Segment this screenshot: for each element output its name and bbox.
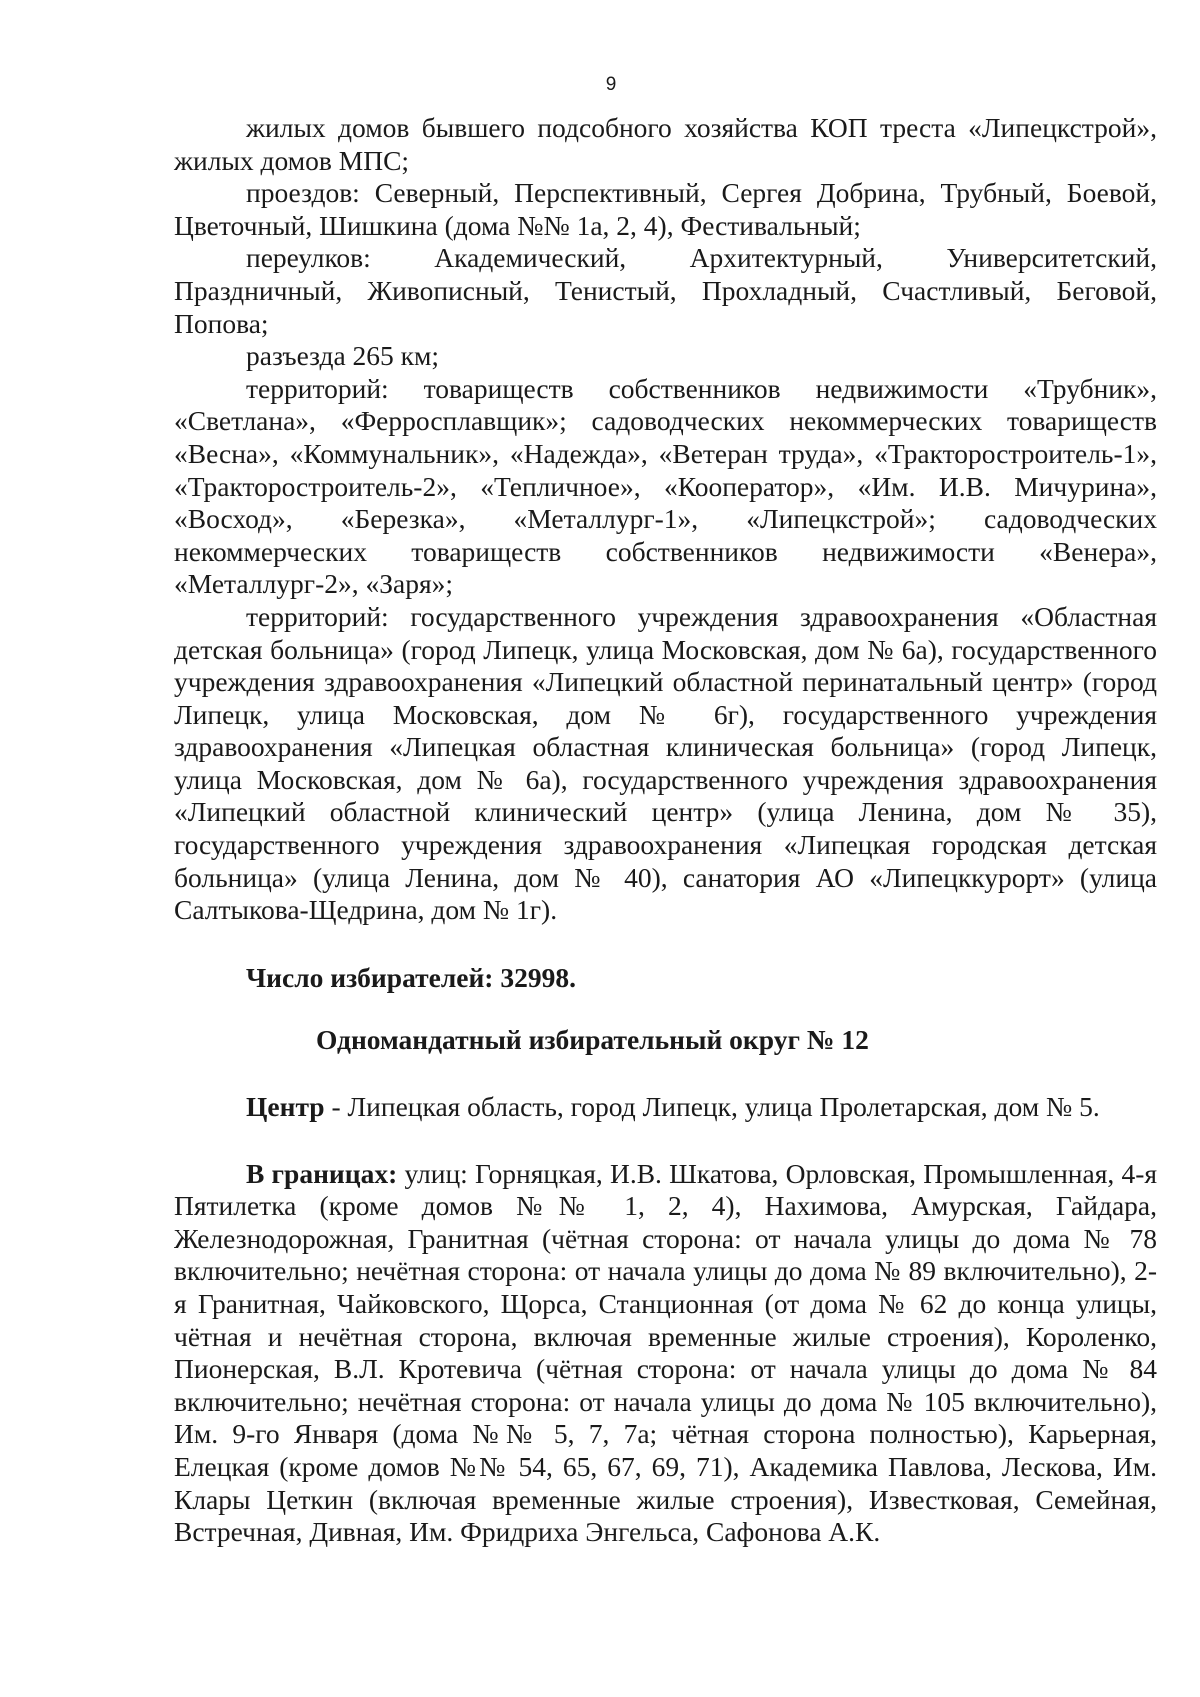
paragraph-territories-healthcare: территорий: государственного учреждения здравоохранения «Областная детская больница» (город Липецк, улица Московская, дом № 6а), государственного учреждения здравоохранения «Липецкий областной перинатальный центр» (город Липецк, улица Московская, дом № 6г), государственного учреждения здравоохранения «Липецкая областная клиническая больница» (город Липецк, улица Московская, дом № 6а), государственного учреждения здравоохранения «Липецкий областной клинический центр» (улица Ленина, дом № 35), государственного учреждения здравоохранения «Липецкая городская детская больница» (улица Ленина, дом № 40), санатория АО «Липецккурорт» (улица Салтыкова-Щедрина, дом № 1г).: [174, 600, 1157, 926]
paragraph-territories-gardening: территорий: товариществ собственников недвижимости «Трубник», «Светлана», «Ферросплавщик»; садоводческих некоммерческих товариществ «Весна», «Коммунальник», «Надежда», «Ветеран труда», «Тракторостроитель-1», «Тракторостроитель-2», «Тепличное», «Кооператор», «Им. И.В. Мичурина», «Восход», «Березка», «Металлург-1», «Липецкстрой»; садоводческих некоммерческих товариществ собственников недвижимости «Венера», «Металлург-2», «Заря»;: [174, 372, 1157, 600]
district-center: [174, 1091, 1157, 1124]
paragraph-passages: проездов: Северный, Перспективный, Сергея Добрина, Трубный, Боевой, Цветочный, Шишкина (дома №№ 1а, 2, 4), Фестивальный;: [174, 177, 1157, 241]
district-title: Одномандатный избирательный округ № 12: [316, 1024, 869, 1056]
paragraph-residential-houses: жилых домов бывшего подсобного хозяйства КОП треста «Липецкстрой», жилых домов МПС;: [174, 112, 1157, 176]
district-center-text: - Липецкая область, город Липецк, улица Пролетарская, дом № 5.: [324, 1091, 1100, 1123]
district-bounds-label: В границах:: [246, 1157, 398, 1189]
district-bounds: [174, 1158, 1157, 1549]
voter-count: Число избирателей: 32998.: [246, 961, 576, 993]
district-bounds-text: улиц: Горняцкая, И.В. Шкатова, Орловская, Промышленная, 4-я Пятилетка (кроме домов №№ 1, 2, 4), Нахимова, Амурская, Гайдара, Железнодорожная, Гранитная (чётная сторона: от начала улицы до дома № 78 включительно; нечётная сторона: от начала улицы до дома № 89 включительно), 2-я Гранитная, Чайковского, Щорса, Станционная (от дома № 62 до конца улицы, чётная и нечётная сторона, включая временные жилые строения), Короленко, Пионерская, В.Л. Кротевича (чётная сторона: от начала улицы до дома № 84 включительно; нечётная сторона: от начала улицы до дома № 105 включительно), Им. 9-го Января (дома №№ 5, 7, 7а; чётная сторона полностью), Карьерная, Елецкая (кроме домов №№ 54, 65, 67, 69, 71), Академика Павлова, Лескова, Им. Клары Цеткин (включая временные жилые строения), Известковая, Семейная, Встречная, Дивная, Им. Фридриха Энгельса, Сафонова А.К.: [174, 1157, 1157, 1548]
document-body: [174, 112, 1157, 1549]
district-center-label: Центр: [246, 1091, 325, 1123]
paragraph-lanes: переулков: Академический, Архитектурный, Университетский, Праздничный, Живописный, Тенистый, Прохладный, Счастливый, Беговой, Попова;: [174, 242, 1157, 339]
page-number: 9: [605, 74, 617, 95]
paragraph-siding: разъезда 265 км;: [246, 340, 440, 372]
